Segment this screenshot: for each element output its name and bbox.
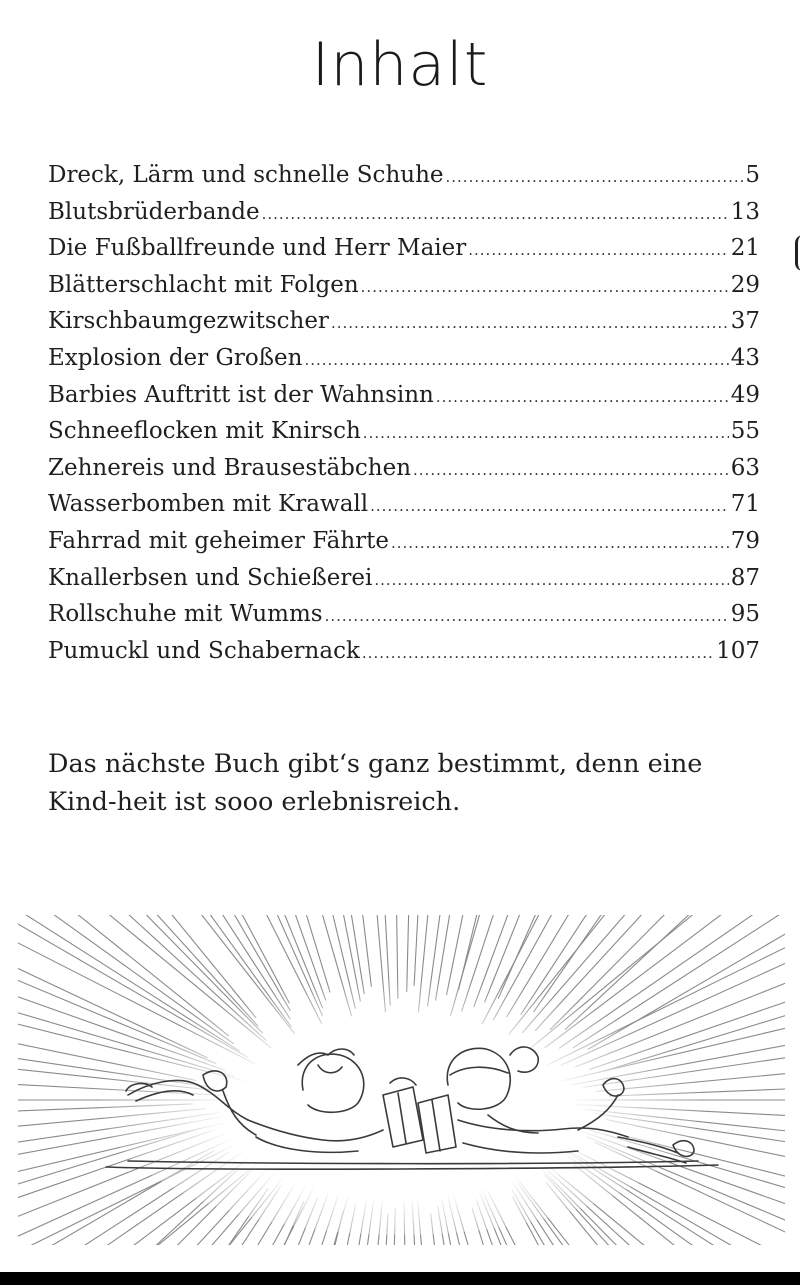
toc-entry[interactable] [48, 633, 760, 670]
toc-entry[interactable] [48, 413, 760, 450]
leader-dots [325, 598, 729, 635]
children-reading-illustration [18, 915, 785, 1245]
leader-dots [370, 488, 729, 525]
leader-dots [262, 196, 729, 233]
leader-dots [468, 232, 728, 269]
toc-entry-title: Zehnereis und Brausestäbchen [48, 454, 412, 481]
toc-entry-title: Blutsbrüderbande [48, 198, 260, 225]
toc-entry[interactable] [48, 230, 760, 267]
toc-entry[interactable] [48, 303, 760, 340]
toc-entry-page: 13 [730, 198, 760, 225]
table-of-contents [48, 157, 760, 669]
toc-entry-title: Schneeflocken mit Knirsch [48, 418, 361, 445]
page-edge-mark [795, 235, 800, 271]
leader-dots [391, 525, 729, 562]
toc-entry-page: 107 [716, 637, 760, 664]
toc-entry[interactable] [48, 486, 760, 523]
toc-entry-page: 63 [730, 454, 760, 481]
toc-entry-title: Wasserbomben mit Krawall [48, 491, 369, 518]
toc-entry-title: Explosion der Großen [48, 344, 303, 371]
toc-entry-page: 87 [730, 564, 760, 591]
leader-dots [304, 342, 728, 379]
toc-entry[interactable] [48, 560, 760, 597]
toc-entry-title: Barbies Auftritt ist der Wahnsinn [48, 381, 434, 408]
leader-dots [331, 305, 729, 342]
toc-entry-page: 95 [730, 601, 760, 628]
toc-entry-page: 5 [745, 162, 760, 188]
toc-entry-title: Kirschbaumgezwitscher [48, 308, 329, 335]
toc-entry-title: Dreck, Lärm und schnelle Schuhe [48, 162, 444, 188]
toc-entry-title: Knallerbsen und Schießerei [48, 564, 373, 591]
toc-entry[interactable] [48, 596, 760, 633]
leader-dots [363, 415, 729, 452]
leader-dots [374, 562, 728, 599]
toc-entry-page: 79 [730, 527, 760, 554]
bottom-bar [0, 1272, 800, 1285]
toc-entry-page: 37 [730, 308, 760, 335]
toc-entry[interactable] [48, 194, 760, 231]
toc-entry-title: Pumuckl und Schabernack [48, 637, 360, 664]
toc-entry[interactable] [48, 450, 760, 487]
toc-entry-page: 21 [730, 235, 760, 262]
toc-entry-page: 49 [730, 381, 760, 408]
leader-dots [361, 269, 729, 306]
leader-dots [436, 379, 729, 416]
leader-dots [446, 159, 744, 196]
toc-entry-title: Fahrrad mit geheimer Fährte [48, 527, 389, 554]
center-glow [101, 965, 701, 1235]
page-title: Inhalt [311, 30, 489, 100]
toc-entry[interactable] [48, 523, 760, 560]
toc-entry-title: Die Fußballfreunde und Herr Maier [48, 235, 467, 262]
toc-entry-page: 29 [730, 271, 760, 298]
toc-entry[interactable] [48, 267, 760, 304]
toc-entry-page: 43 [730, 344, 760, 371]
toc-entry-title: Rollschuhe mit Wumms [48, 601, 323, 628]
closing-note: Das nächste Buch gibt‘s ganz bestimmt, denn eine Kind-heit ist sooo erlebnisreich. [48, 749, 703, 817]
toc-entry-page: 71 [730, 491, 760, 518]
toc-entry[interactable] [48, 340, 760, 377]
leader-dots [413, 452, 729, 489]
toc-entry[interactable] [48, 157, 760, 194]
leader-dots [362, 635, 714, 672]
toc-entry-title: Blätterschlacht mit Folgen [48, 271, 359, 298]
toc-entry[interactable] [48, 377, 760, 414]
toc-entry-page: 55 [730, 418, 760, 445]
